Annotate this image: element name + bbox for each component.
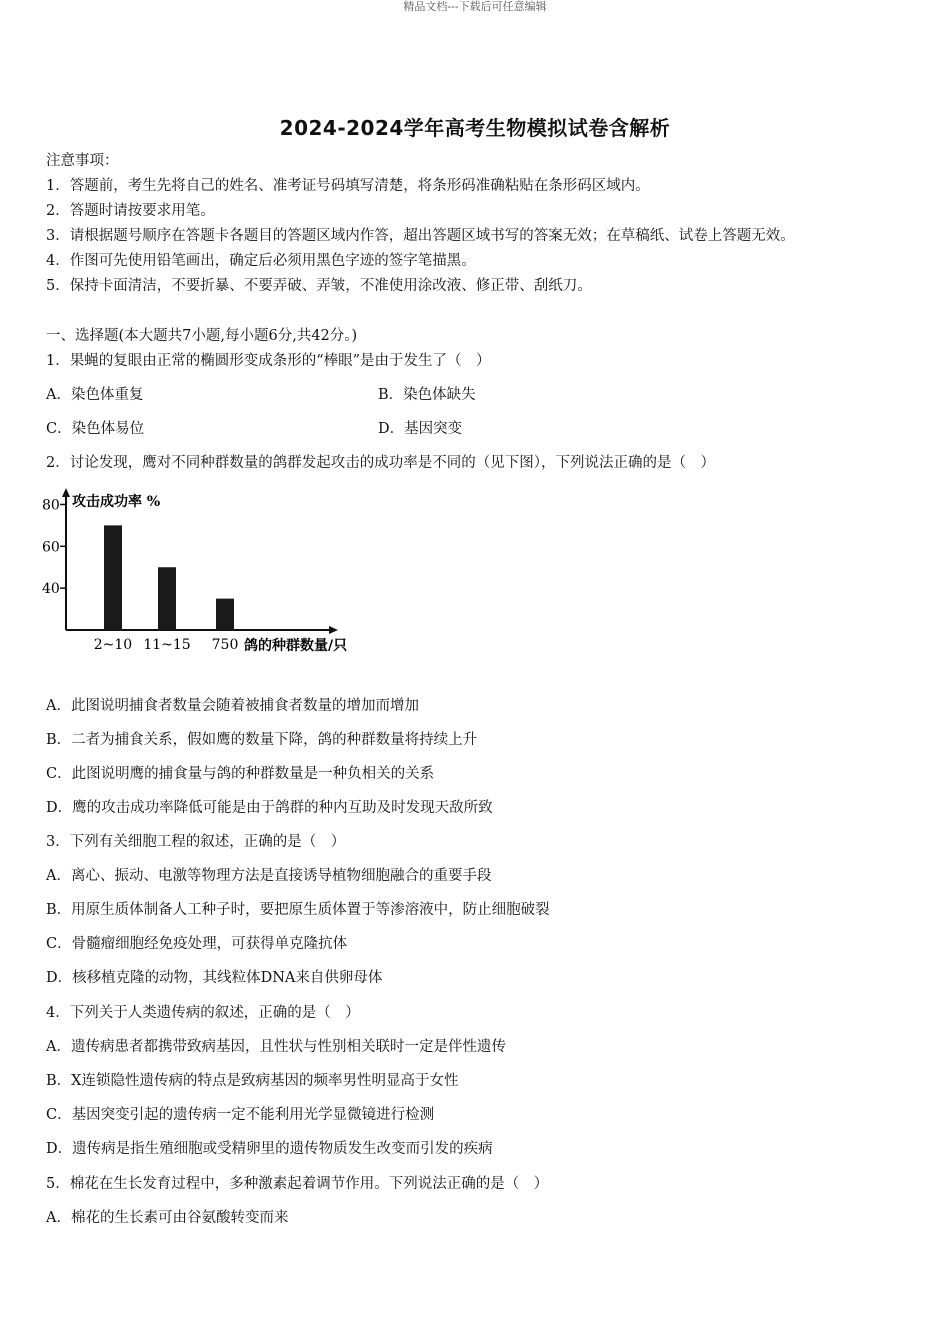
notice-item: 2．答题时请按要求用笔。 bbox=[46, 203, 215, 219]
q5-option-a: A．棉花的生长素可由谷氨酸转变而来 bbox=[46, 1210, 289, 1226]
page-title: 2024-2024学年高考生物模拟试卷含解析 bbox=[279, 116, 671, 140]
q2-option-d: D．鹰的攻击成功率降低可能是由于鸽群的种内互助及时发现天敌所致 bbox=[46, 800, 493, 816]
question-3-stem: 3．下列有关细胞工程的叙述，正确的是（ ） bbox=[46, 834, 346, 850]
y-tick-label: 40 bbox=[42, 581, 60, 598]
question-2-stem: 2．讨论发现，鹰对不同种群数量的鸽群发起攻击的成功率是不同的（见下图），下列说法正确的是（ ） bbox=[46, 455, 715, 471]
q1-option-b: B．染色体缺失 bbox=[378, 387, 476, 403]
question-4-stem: 4．下列关于人类遗传病的叙述，正确的是（ ） bbox=[46, 1005, 360, 1021]
question-5-stem: 5．棉花在生长发育过程中，多种激素起着调节作用。下列说法正确的是（ ） bbox=[46, 1176, 549, 1192]
bar bbox=[104, 525, 122, 630]
q2-option-a: A．此图说明捕食者数量会随着被捕食者数量的增加而增加 bbox=[46, 698, 419, 714]
notice-item: 4．作图可先使用铅笔画出，确定后必须用黑色字迹的签字笔描黑。 bbox=[46, 253, 476, 269]
section-heading: 一、选择题(本大题共7小题,每小题6分,共42分。) bbox=[46, 328, 358, 344]
q4-option-b: B．X连锁隐性遗传病的特点是致病基因的频率男性明显高于女性 bbox=[46, 1073, 459, 1089]
q3-option-c: C．骨髓瘤细胞经免疫处理，可获得单克隆抗体 bbox=[46, 936, 348, 952]
notice-heading: 注意事项： bbox=[46, 153, 119, 169]
q3-option-d: D．核移植克隆的动物，其线粒体DNA来自供卵母体 bbox=[46, 970, 383, 986]
notice-item: 1．答题前，考生先将自己的姓名、准考证号码填写清楚，将条形码准确粘贴在条形码区域内。 bbox=[46, 178, 650, 194]
bar bbox=[216, 599, 234, 630]
q1-option-d: D．基因突变 bbox=[378, 421, 463, 437]
x-tick-label: 11~15 bbox=[143, 637, 191, 653]
header-note: 精品文档---下载后可任意编辑 bbox=[403, 0, 547, 13]
notice-item: 5．保持卡面清洁，不要折暴、不要弄破、弄皱，不准使用涂改液、修正带、刮纸刀。 bbox=[46, 278, 592, 294]
q4-option-d: D．遗传病是指生殖细胞或受精卵里的遗传物质发生改变而引发的疾病 bbox=[46, 1141, 493, 1157]
x-axis-label: 鸽的种群数量/只 bbox=[244, 638, 348, 654]
q1-option-a: A．染色体重复 bbox=[46, 387, 144, 403]
x-tick-label: 2~10 bbox=[93, 637, 133, 653]
q3-option-b: B．用原生质体制备人工种子时，要把原生质体置于等渗溶液中，防止细胞破裂 bbox=[46, 902, 550, 918]
question-1-stem: 1．果蝇的复眼由正常的椭圆形变成条形的“棒眼”是由于发生了（ ） bbox=[46, 353, 491, 369]
y-tick-label: 60 bbox=[42, 539, 60, 556]
y-tick-label: 80 bbox=[42, 497, 60, 514]
q2-option-c: C．此图说明鹰的捕食量与鸽的种群数量是一种负相关的关系 bbox=[46, 766, 435, 782]
q3-option-a: A．离心、振动、电激等物理方法是直接诱导植物细胞融合的重要手段 bbox=[46, 868, 492, 884]
q2-option-b: B．二者为捕食关系，假如鹰的数量下降，鸽的种群数量将持续上升 bbox=[46, 732, 478, 748]
notice-item: 3．请根据题号顺序在答题卡各题目的答题区域内作答，超出答题区域书写的答案无效；在草稿纸、试卷上答题无效。 bbox=[46, 228, 795, 244]
q4-option-a: A．遗传病患者都携带致病基因，且性状与性别相关联时一定是伴性遗传 bbox=[46, 1039, 506, 1055]
attack-success-chart bbox=[40, 484, 380, 659]
x-axis-arrow bbox=[329, 626, 338, 634]
y-axis-label: 攻击成功率 % bbox=[72, 494, 161, 510]
q1-option-c: C．染色体易位 bbox=[46, 421, 145, 437]
bar bbox=[158, 567, 176, 630]
q4-option-c: C．基因突变引起的遗传病一定不能利用光学显微镜进行检测 bbox=[46, 1107, 435, 1123]
x-tick-label: 750 bbox=[211, 637, 239, 653]
y-axis-arrow bbox=[62, 488, 70, 497]
